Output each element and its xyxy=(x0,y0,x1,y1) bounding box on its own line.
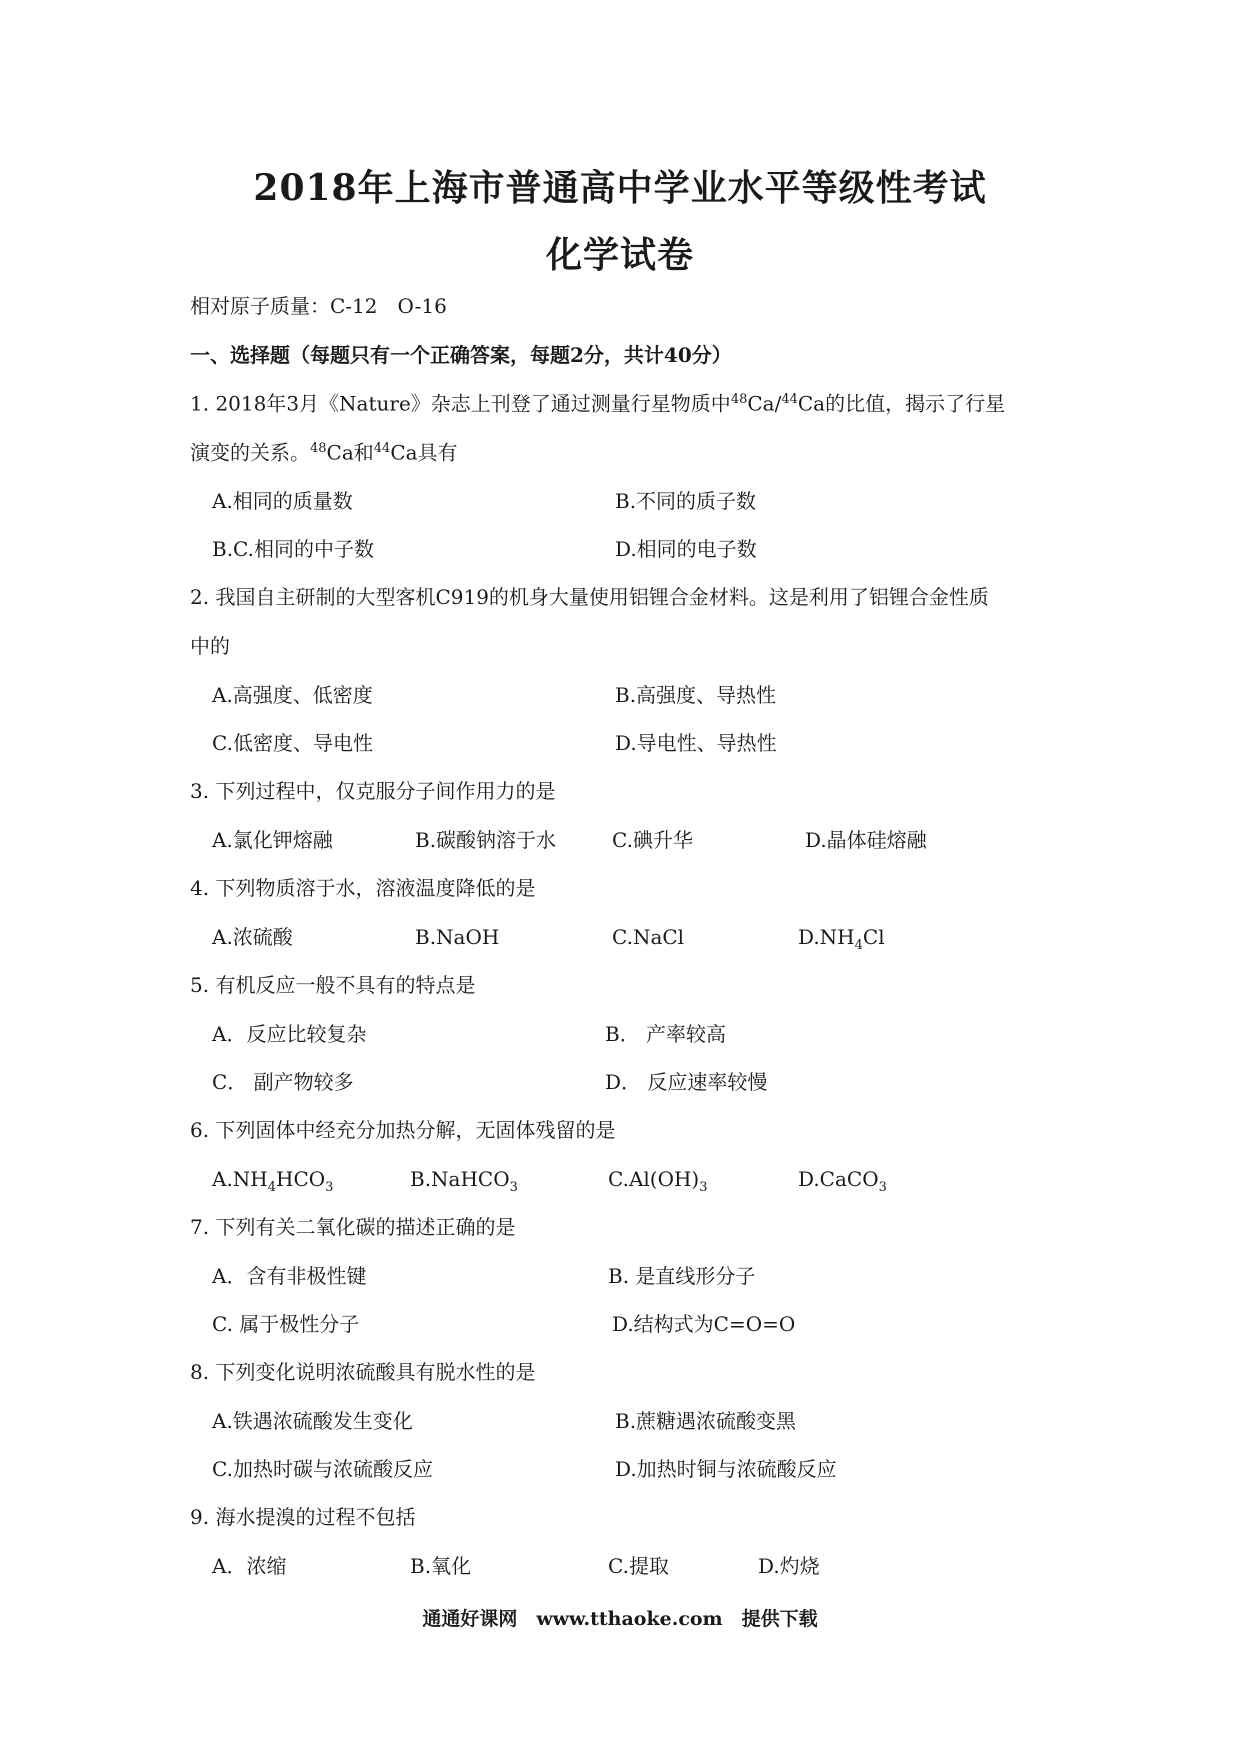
q5-option-a: A．反应比较复杂 xyxy=(212,1022,367,1046)
q6-option-a: $A.NH_4HCO_3$ xyxy=(212,1167,334,1195)
q7-option-a: A．含有非极性键 xyxy=(212,1264,367,1288)
q8-option-a: A.铁遇浓硫酸发生变化 xyxy=(212,1409,413,1433)
section-heading: 一、选择题（每题只有一个正确答案，每题2分，共计40分） xyxy=(190,343,732,367)
q5-option-c: C． 副产物较多 xyxy=(212,1070,354,1094)
q5-option-d: D． 反应速率较慢 xyxy=(605,1070,768,1094)
q8-option-d: D.加热时铜与浓硫酸反应 xyxy=(615,1457,837,1481)
q4-option-b: B.NaOH xyxy=(415,925,500,949)
q2-option-d: D.导电性、导热性 xyxy=(615,731,777,755)
atomic-mass-note: 相对原子质量：C-12 O-16 xyxy=(190,294,447,318)
question-2-stem-cont: 中的 xyxy=(190,634,230,658)
q6-option-d: D.CaCO$_3$ xyxy=(798,1167,887,1195)
q9-option-d: D.灼烧 xyxy=(758,1554,820,1578)
q1-option-d: D.相同的电子数 xyxy=(615,537,757,561)
q3-option-c: C.碘升华 xyxy=(612,828,693,852)
q3-option-a: A.氯化钾熔融 xyxy=(212,828,333,852)
question-8-stem: 8. 下列变化说明浓硫酸具有脱水性的是 xyxy=(190,1360,536,1384)
q9-option-c: C.提取 xyxy=(608,1554,669,1578)
q2-option-a: A.高强度、低密度 xyxy=(212,683,373,707)
question-5-stem: 5. 有机反应一般不具有的特点是 xyxy=(190,973,476,997)
question-9-stem: 9. 海水提溴的过程不包括 xyxy=(190,1505,416,1529)
q1-option-c: B.C.相同的中子数 xyxy=(212,537,375,561)
question-7-stem: 7. 下列有关二氧化碳的描述正确的是 xyxy=(190,1215,516,1239)
question-1-stem-cont: 演变的关系。$^{48}$Ca和$^{44}$Ca具有 xyxy=(190,440,458,465)
question-6-stem: 6. 下列固体中经充分加热分解，无固体残留的是 xyxy=(190,1118,616,1142)
q2-option-c: C.低密度、导电性 xyxy=(212,731,373,755)
q5-option-b: B． 产率较高 xyxy=(605,1022,727,1046)
exam-subtitle: 化学试卷 xyxy=(545,234,694,276)
q1-option-a: A.相同的质量数 xyxy=(212,489,353,513)
q3-option-d: D.晶体硅熔融 xyxy=(805,828,927,852)
q6-option-c: $C.Al(OH)_3$ xyxy=(608,1167,708,1195)
q7-option-b: B. 是直线形分子 xyxy=(608,1264,756,1288)
question-1-stem: 1. 2018年3月《Nature》杂志上刊登了通过测量行星物质中$^{48}$Ca/$^{44}$Ca的比值，揭示了行星 xyxy=(190,391,1006,416)
q9-option-a: A．浓缩 xyxy=(212,1554,287,1578)
footer-source: 通通好课网 www.tthaoke.com 提供下载 xyxy=(422,1608,818,1630)
question-4-stem: 4. 下列物质溶于水，溶液温度降低的是 xyxy=(190,876,536,900)
q6-option-b: B.NaHCO$_3$ xyxy=(410,1167,518,1195)
q8-option-c: C.加热时碳与浓硫酸反应 xyxy=(212,1457,433,1481)
q1-option-b: B.不同的质子数 xyxy=(615,489,757,513)
question-2-stem: 2. 我国自主研制的大型客机C919的机身大量使用铝锂合金材料。这是利用了铝锂合金性质 xyxy=(190,585,989,609)
q4-option-a: A.浓硫酸 xyxy=(212,925,293,949)
q3-option-b: B.碳酸钠溶于水 xyxy=(415,828,557,852)
q9-option-b: B.氧化 xyxy=(410,1554,472,1578)
q8-option-b: B.蔗糖遇浓硫酸变黑 xyxy=(615,1409,797,1433)
q2-option-b: B.高强度、导热性 xyxy=(615,683,777,707)
q4-option-d: $D.NH_4Cl$ xyxy=(798,925,885,953)
question-3-stem: 3. 下列过程中，仅克服分子间作用力的是 xyxy=(190,779,556,803)
q4-option-c: C.NaCl xyxy=(612,925,685,949)
q7-option-c: C. 属于极性分子 xyxy=(212,1312,360,1336)
exam-title: 2018年上海市普通高中学业水平等级性考试 xyxy=(253,167,987,209)
q7-option-d: D.结构式为C=O=O xyxy=(612,1312,796,1336)
